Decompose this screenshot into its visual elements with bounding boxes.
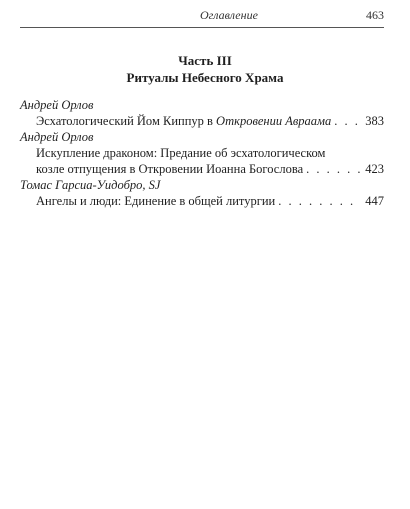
entry-author: Андрей Орлов — [20, 98, 94, 112]
toc-entry — [20, 129, 384, 177]
entry-author: Томас Гарсиа-Уидобро, SJ — [20, 178, 161, 192]
entry-title — [36, 113, 331, 129]
entry-title: Ангелы и люди: Единение в общей литургии — [36, 194, 276, 208]
toc-entries — [20, 97, 384, 209]
entry-title-plain: Эсхатологический Йом Киппур в — [36, 114, 217, 128]
dot-leader — [278, 193, 361, 209]
part-number: Часть III — [178, 53, 232, 68]
dot-leader — [306, 161, 361, 177]
toc-entry — [20, 177, 384, 209]
entry-title-italic: Откровении Авраама — [216, 114, 332, 128]
dot-leader — [334, 113, 361, 129]
entry-line[interactable] — [20, 113, 384, 129]
entry-line[interactable] — [20, 193, 384, 209]
entry-page: 383 — [365, 114, 384, 128]
entry-title-line-1[interactable]: Искупление драконом: Предание об эсхатологическом — [36, 146, 326, 160]
running-header — [20, 6, 384, 26]
part-heading — [0, 52, 410, 86]
header-rule — [20, 27, 384, 28]
entry-author: Андрей Орлов — [20, 130, 94, 144]
entry-page: 447 — [365, 194, 384, 208]
running-header-title: Оглавление — [200, 8, 258, 22]
part-title: Ритуалы Небесного Храма — [126, 70, 284, 85]
page-number: 463 — [366, 8, 384, 22]
entry-line[interactable] — [20, 161, 384, 177]
toc-entry — [20, 97, 384, 129]
entry-title-line-2: козле отпущения в Откровении Иоанна Богослова — [36, 162, 304, 176]
entry-page: 423 — [365, 162, 384, 176]
